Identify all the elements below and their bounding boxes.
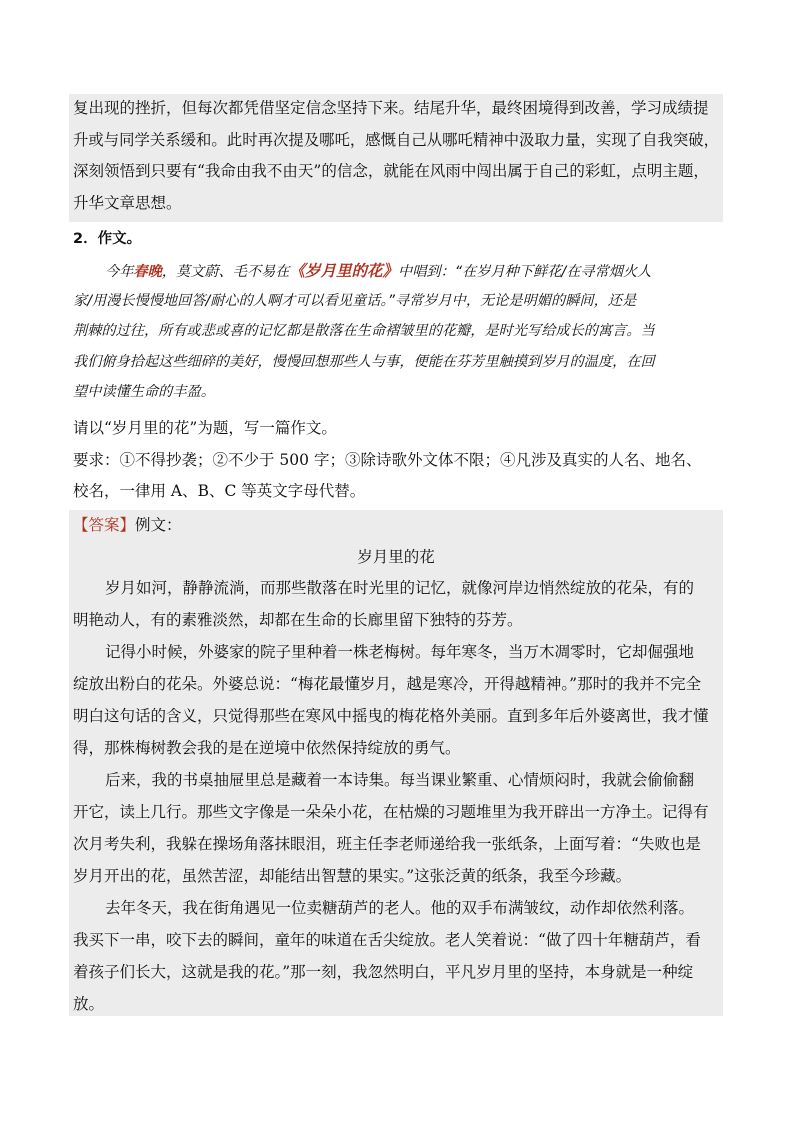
prompt-line-5: 望中读懂生命的丰盈。 (73, 384, 215, 400)
essay-line: 岁月如河，静静流淌，而那些散落在时光里的记忆，就像河岸边悄然绽放的花朵，有的 (105, 579, 695, 597)
prompt-highlight-chunwan: 春晚 (133, 264, 162, 280)
requirements-line-1: 要求：①不得抄袭；②不少于 500 字；③除诗歌外文体不限；④凡涉及真实的人名、地名、 (73, 451, 702, 469)
analysis-line-4: 升华文章思想。 (73, 194, 182, 212)
essay-title: 岁月里的花 (357, 548, 435, 566)
answer-header (73, 514, 182, 536)
prompt-text: ，莫文蔚、毛不易在 (161, 264, 290, 280)
answer-label: 例文： (135, 516, 182, 534)
essay-line: 我买下一串，咬下去的瞬间，童年的味道在舌尖绽放。老人笑着说：“做了四十年糖葫芦，看 (73, 931, 701, 949)
prompt-text: 今年 (105, 264, 134, 280)
essay-line: 明白这句话的含义，只觉得那些在寒风中摇曳的梅花格外美丽。直到多年后外婆离世，我才懂 (73, 707, 709, 725)
essay-line: 放。 (73, 995, 105, 1013)
essay-line: 开它，读上几行。那些文字像是一朵朵小花，在枯燥的习题堆里为我开辟出一方净土。记得有 (73, 803, 709, 821)
essay-line: 岁月开出的花，虽然苦涩，却能结出智慧的果实。”这张泛黄的纸条，我至今珍藏。 (73, 867, 632, 885)
essay-line: 去年冬天，我在街角遇见一位卖糖葫芦的老人。他的双手布满皱纹，动作却依然利落。 (105, 899, 695, 917)
analysis-line-3: 深刻领悟到只要有“我命由我不由天”的信念，就能在风雨中闯出属于自己的彩虹，点明主题， (73, 162, 709, 180)
analysis-line-1: 复出现的挫折，但每次都凭借坚定信念坚持下来。结尾升华，最终困境得到改善，学习成绩提 (73, 99, 709, 117)
essay-line: 后来，我的书桌抽屉里总是藏着一本诗集。每当课业繁重、心情烦闷时，我就会偷偷翻 (105, 771, 695, 789)
essay-line: 记得小时候，外婆家的院子里种着一株老梅树。每年寒冬，当万木凋零时，它却倔强地 (105, 643, 695, 661)
prompt-highlight-song: 《岁月里的花》 (289, 262, 398, 280)
prompt-line-4: 我们俯身拾起这些细碎的美好，慢慢回想那些人与事，便能在芬芳里触摸到岁月的温度，在回 (73, 354, 655, 370)
essay-line: 绽放出粉白的花朵。外婆总说：“梅花最懂岁月，越是寒冷，开得越精神。”那时的我并不完全 (73, 675, 702, 693)
section-heading: 2．作文。 (73, 231, 142, 247)
task-text: 请以“岁月里的花”为题，写一篇作文。 (73, 419, 337, 437)
requirements-line-2: 校名，一律用 A、B、C 等英文字母代替。 (73, 482, 366, 500)
prompt-line-3: 荆棘的过往，所有或悲或喜的记忆都是散落在生命褶皱里的花瓣，是时光写给成长的寓言。当 (73, 323, 655, 339)
answer-tag: 【答案】 (73, 516, 136, 534)
essay-line: 得，那株梅树教会我的是在逆境中依然保持绽放的勇气。 (73, 739, 461, 757)
essay-line: 次月考失利，我躲在操场角落抹眼泪，班主任李老师递给我一张纸条，上面写着：“失败也是 (73, 835, 701, 853)
prompt-line-2: 家/用漫长慢慢地回答/耐心的人啊才可以看见童话。”寻常岁月中，无论是明媚的瞬间，还是 (73, 293, 637, 309)
essay-line: 明艳动人，有的素雅淡然，却都在生命的长廊里留下独特的芬芳。 (73, 611, 523, 629)
prompt-line-1 (105, 260, 651, 283)
essay-line: 着孩子们长大，这就是我的花。”那一刻，我忽然明白，平凡岁月里的坚持，本身就是一种绽 (73, 963, 694, 981)
prompt-text: 中唱到：“在岁月种下鲜花/在寻常烟火人 (398, 264, 652, 280)
analysis-line-2: 升或与同学关系缓和。此时再次提及哪吒，感慨自己从哪吒精神中汲取力量，实现了自我突破， (73, 131, 720, 149)
